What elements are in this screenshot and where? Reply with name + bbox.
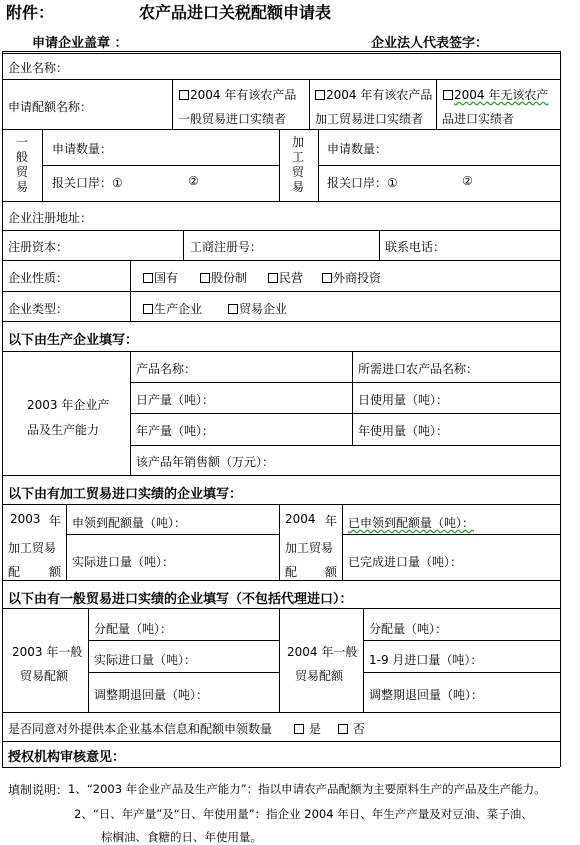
actual-import-label: 实际进口量（吨）：: [72, 555, 175, 569]
processing-section-heading: 以下由有加工贸易进口实绩的企业填写：: [8, 487, 243, 502]
form-title: 农产品进口关税配额申请表: [139, 3, 332, 22]
general-actual-import-label: 实际进口量（吨）：: [94, 653, 197, 667]
annual-output-label: 年产量（吨）：: [136, 424, 215, 438]
production-capacity-label-2: 品及生产能力: [27, 423, 100, 437]
general-2003-label-2: 贸易配额: [20, 669, 69, 683]
ownership-label: 企业性质：: [8, 271, 69, 285]
note-3: 棕榈油、食糖的日、年使用量。: [101, 830, 262, 844]
processing-2004-year: 2004: [285, 512, 316, 526]
note-1: 1、“2003 年企业产品及生产能力”：指以申请农产品配额为主要原料生产的产品及生产能力。: [68, 782, 546, 796]
checkbox-icon: [294, 724, 304, 734]
quota-received-label: 申领到配额量（吨）：: [72, 516, 187, 530]
processing-2004-label-3b: 额: [325, 565, 338, 579]
signature-label: 企业法人代表签字：: [371, 36, 489, 51]
processing-trade-vertical-label: 加 工 贸 易: [291, 135, 304, 194]
seal-label: 申请企业盖章 ：: [32, 36, 128, 51]
consent-label: 是否同意对外提供本企业基本信息和配额申领数量: [8, 722, 273, 736]
annual-use-label: 年使用量（吨）：: [358, 424, 449, 438]
allocated-label: 分配量（吨）：: [94, 622, 173, 636]
import-product-label: 所需进口农产品名称：: [358, 362, 479, 376]
general-section-heading: 以下由有一般贸易进口实绩的企业填写（不包括代理进口）：: [8, 592, 353, 607]
option-no-import[interactable]: 2004 年无该农产: [443, 86, 548, 103]
production-capacity-label-1: 2003 年企业产: [27, 398, 110, 412]
processing-port-2: ②: [462, 174, 473, 188]
checkbox-icon: [228, 304, 238, 314]
checkbox-icon: [179, 90, 189, 100]
general-2004-label-2: 贸易配额: [295, 669, 344, 683]
ownership-option-private[interactable]: 民营: [268, 269, 303, 286]
general-2003-label-1: 2003 年一般: [12, 645, 83, 659]
ownership-option-foreign[interactable]: 外商投资: [322, 269, 381, 286]
checkbox-icon: [443, 90, 453, 100]
adjust-return-left-label: 调整期退回量（吨）：: [94, 688, 209, 702]
option-general-trade[interactable]: 2004 年有该农产品: [179, 86, 296, 103]
notes-label: 填制说明：: [8, 783, 69, 797]
daily-use-label: 日使用量（吨）：: [358, 393, 449, 407]
processing-2003-nian: 年: [49, 514, 62, 528]
biz-reg-no-label: 工商注册号：: [190, 240, 263, 254]
ownership-option-shareholding[interactable]: 股份制: [200, 269, 247, 286]
general-port-2: ②: [188, 174, 199, 188]
general-apply-qty-label: 申请数量：: [52, 142, 113, 156]
allocated-right-label: 分配量（吨）：: [369, 622, 448, 636]
processing-2004-label-3a: 配: [285, 565, 298, 579]
production-section-heading: 以下由生产企业填写：: [8, 333, 139, 348]
daily-output-label: 日产量（吨）：: [136, 393, 215, 407]
checkbox-icon: [200, 273, 210, 283]
ownership-option-state[interactable]: 国有: [143, 269, 178, 286]
processing-apply-qty-label: 申请数量：: [327, 142, 388, 156]
company-name-label: 企业名称：: [8, 61, 69, 75]
authority-review-label: 授权机构审核意见：: [8, 750, 126, 765]
checkbox-icon: [338, 724, 348, 734]
phone-label: 联系电话：: [385, 240, 446, 254]
processing-2003-year: 2003: [10, 512, 41, 526]
reg-capital-label: 注册资本：: [8, 240, 69, 254]
consent-yes-option[interactable]: 是: [294, 720, 321, 737]
already-received-label: 已申领到配额量（吨）：: [348, 516, 475, 530]
reg-address-label: 企业注册地址：: [8, 211, 93, 225]
note-2: 2、“日、年产量”及“日、年使用量”：指企业 2004 年日、年生产产量及对豆油、菜子油、: [74, 807, 533, 821]
type-option-production[interactable]: 生产企业: [143, 300, 202, 317]
annual-sales-label: 该产品年销售额（万元）：: [136, 455, 275, 469]
type-option-trading[interactable]: 贸易企业: [228, 300, 287, 317]
general-customs-port-label: 报关口岸：①: [52, 176, 123, 190]
jan-sep-import-label: 1-9 月进口量（吨）：: [369, 653, 483, 667]
processing-2003-label-2: 加工贸易: [8, 541, 57, 555]
processing-2003-label-3a: 配: [8, 565, 21, 579]
general-trade-vertical-label: 一 般 贸 易: [15, 135, 28, 194]
processing-customs-port-label: 报关口岸：①: [327, 176, 398, 190]
option-no-import-line2: 品进口实绩者: [442, 112, 515, 126]
adjust-return-right-label: 调整期退回量（吨）：: [369, 688, 484, 702]
processing-2003-label-3b: 额: [49, 565, 62, 579]
attachment-label: 附件：: [6, 3, 55, 22]
option-processing-trade-line2: 加工贸易进口实绩者: [315, 112, 424, 126]
checkbox-icon: [143, 273, 153, 283]
option-general-trade-line2: 一般贸易进口实绩者: [178, 112, 287, 126]
processing-2004-nian: 年: [325, 514, 338, 528]
checkbox-icon: [315, 90, 325, 100]
completed-import-label: 已完成进口量（吨）：: [348, 555, 463, 569]
general-2004-label-1: 2004 年一般: [287, 645, 358, 659]
product-name-label: 产品名称：: [136, 362, 197, 376]
processing-2004-label-2: 加工贸易: [285, 541, 334, 555]
checkbox-icon: [322, 273, 332, 283]
company-type-label: 企业类型：: [8, 302, 69, 316]
consent-no-option[interactable]: 否: [338, 720, 365, 737]
checkbox-icon: [268, 273, 278, 283]
quota-name-label: 申请配额名称：: [8, 100, 93, 114]
checkbox-icon: [143, 304, 153, 314]
option-processing-trade[interactable]: 2004 年有该农产品: [315, 86, 432, 103]
